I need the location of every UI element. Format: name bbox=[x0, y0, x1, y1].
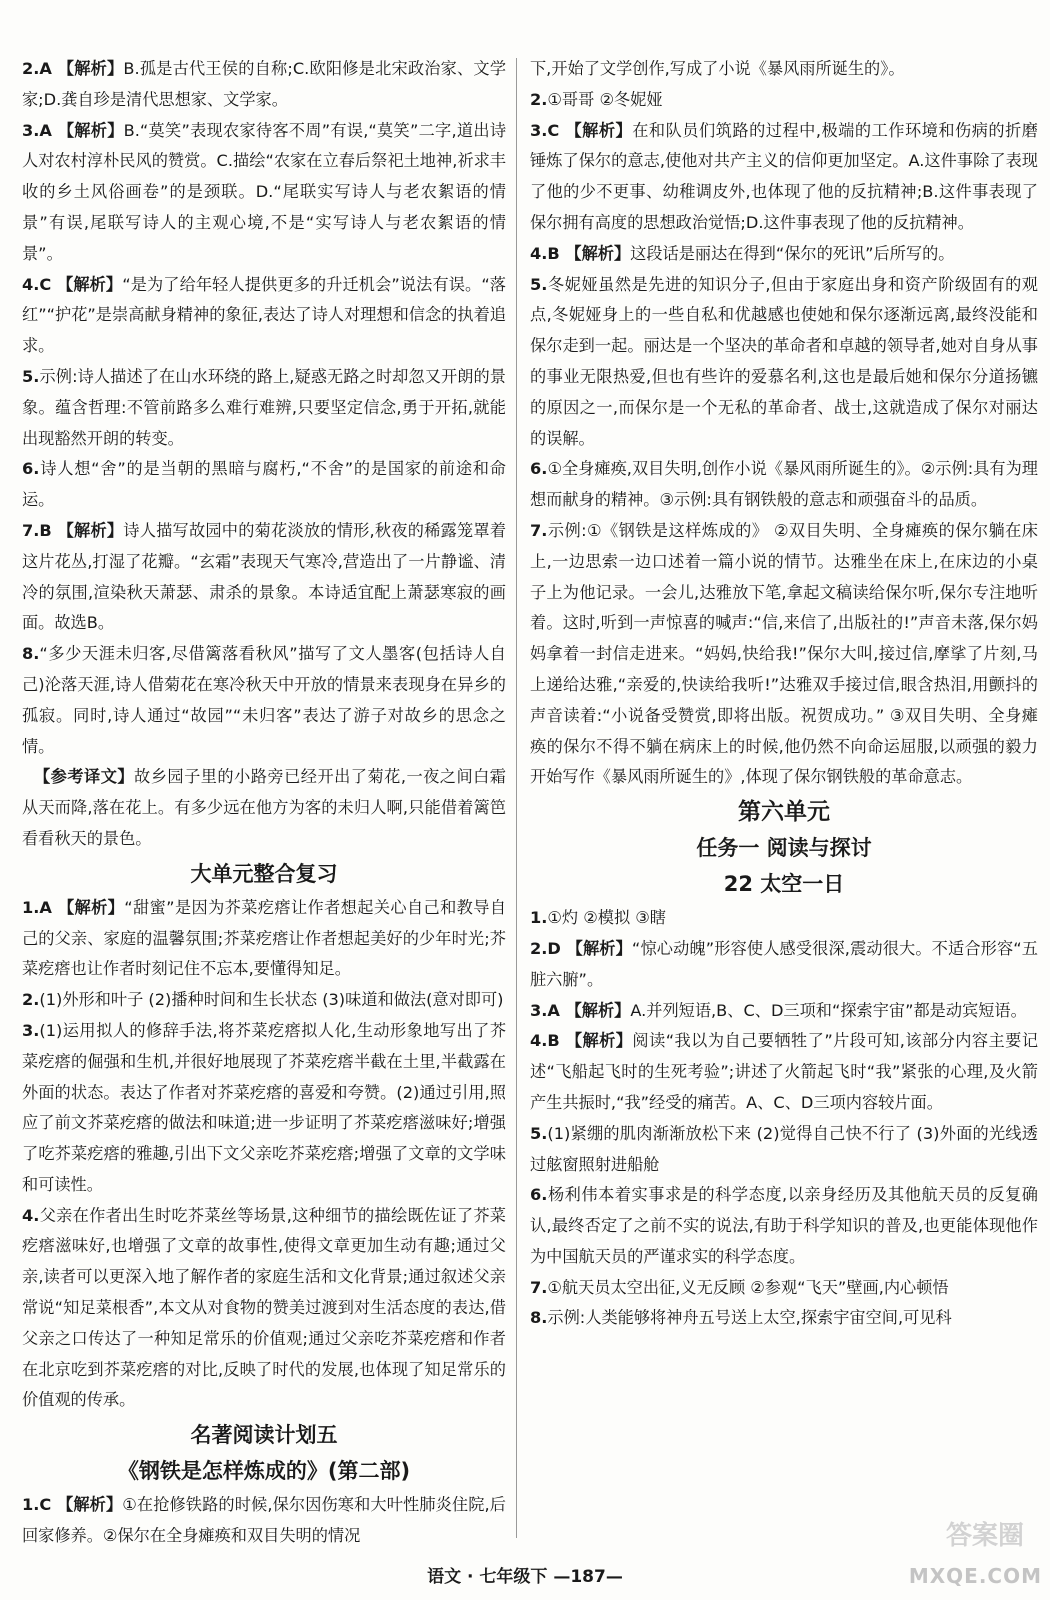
answer-number: 4.B bbox=[530, 1031, 566, 1051]
answer-text: ①全身瘫痪,双目失明,创作小说《暴风雨所诞生的》。②示例:具有为理想而献身的精神。③示例:具有钢铁般的意志和顽强奋斗的品质。 bbox=[530, 459, 1038, 510]
answer-text: 诗人描写故园中的菊花淡放的情形,秋夜的稀露笼罩着这片花丛,打湿了花瓣。“玄霜”表现天气寒冷,营造出了一片静谧、清冷的氛围,渲染秋天萧瑟、肃杀的景象。本诗适宜配上萧瑟寒寂的画面。故选B。 bbox=[22, 520, 506, 633]
answer-number: 5. bbox=[530, 1123, 548, 1143]
answer-text: 杨利伟本着实事求是的科学态度,以亲身经历及其他航天员的反复确认,最终否定了之前不实的说法,有助于科学知识的普及,也更能体现他作为中国航天员的严谨求实的科学态度。 bbox=[530, 1185, 1038, 1266]
answer-item bbox=[530, 239, 1038, 270]
watermark-text: MXQE.COM bbox=[908, 1564, 1042, 1588]
answer-number: 1. bbox=[530, 908, 548, 928]
answer-number: 4. bbox=[22, 1205, 40, 1225]
answer-text: 冬妮娅虽然是先进的知识分子,但由于家庭出身和资产阶级固有的观点,冬妮娅身上的一些自私和优越感也使她和保尔逐渐远离,最终没能和保尔走到一起。丽达是一个坚决的革命者和卓越的领导者,她对自身从事的事业无限热爱,但也有些许的爱慕名利,这也是最后她和保尔分道扬镳的原因之一,而保尔是一个无私的革命者、战士,这就造成了保尔对丽达的误解。 bbox=[530, 274, 1038, 448]
answer-item bbox=[22, 270, 506, 362]
answer-number: 5. bbox=[22, 366, 40, 386]
answer-text: “甜蜜”是因为芥菜疙瘩让作者想起关心自己和教导自己的父亲、家庭的温馨氛围;芥菜疙瘩让作者想起美好的少年时光;芥菜疙瘩也让作者时刻记住不忘本,要懂得知足。 bbox=[22, 897, 506, 979]
answer-item bbox=[22, 1490, 506, 1548]
answer-text: 示例:人类能够将神舟五号送上太空,探索宇宙空间,可见科 bbox=[547, 1308, 952, 1328]
answer-item bbox=[530, 996, 1038, 1027]
section-heading: 名著阅读计划五 bbox=[190, 1423, 338, 1448]
answer-item bbox=[22, 985, 506, 1016]
analysis-tag: 【参考译文】 bbox=[34, 767, 135, 787]
answer-text: 示例:①《钢铁是这样炼成的》 ②双目失明、全身瘫痪的保尔躺在床上,一边思索一边口述着一篇小说的情节。达雅坐在床上,在床边的小桌子上为他记录。一会儿,达雅放下笔,拿起文稿读给保尔听,保尔专注地听着。这时,听到一声惊喜的喊声:“信,来信了,出版社的!”声音未落,保尔妈妈拿着一封信走进来。“妈妈,快给我!”保尔大叫,接过信,摩挲了片刻,马上递给达雅,“亲爱的,快读给我听!”达雅双手接过信,眼含热泪,用颤抖的声音读着:“小说备受赞赏,即将出版。祝贺成功。” ③双目失明、全身瘫痪的保尔不得不躺在病床上的时候,他仍然不向命运屈服,以顽强的毅力开始写作《暴风雨所诞生的》,体现了保尔钢铁般的革命意志。 bbox=[530, 520, 1038, 787]
answer-number: 4.C bbox=[22, 274, 58, 294]
answer-text: 诗人想“舍”的是当朝的黑暗与腐朽,“不舍”的是国家的前途和命运。 bbox=[22, 459, 506, 510]
answer-item bbox=[22, 516, 506, 639]
answer-number: 7.B bbox=[22, 520, 58, 540]
answer-number: 3.A bbox=[22, 120, 58, 140]
answer-item bbox=[22, 1201, 506, 1417]
answer-text: 阅读“我以为自己要牺牲了”片段可知,该部分内容主要记述“飞船起飞时的生死考验”;讲述了火箭起飞时“我”紧张的心理,及火箭产生共振时,“我”经受的痛苦。A、C、D三项内容较片面。 bbox=[530, 1031, 1038, 1112]
answer-number: 3.A bbox=[530, 1000, 566, 1020]
page-footer: 语文 · 七年级下 —187— bbox=[427, 1567, 623, 1587]
answer-text: (1)紧绷的肌肉渐渐放松下来 (2)觉得自己快不行了 (3)外面的光线透过舷窗照射进船舱 bbox=[530, 1123, 1038, 1174]
answer-item bbox=[22, 362, 506, 454]
analysis-tag: 【解析】 bbox=[57, 520, 124, 540]
analysis-tag: 【解析】 bbox=[57, 274, 123, 294]
analysis-tag: 【解析】 bbox=[565, 120, 633, 140]
answer-number: 1.A bbox=[22, 897, 58, 917]
analysis-tag: 【解析】 bbox=[57, 59, 124, 78]
answer-item bbox=[22, 116, 506, 270]
answer-item bbox=[530, 903, 1038, 934]
answer-text: (1)外形和叶子 (2)播种时间和生长状态 (3)味道和做法(意对即可) bbox=[39, 990, 504, 1010]
answer-number: 6. bbox=[530, 1185, 548, 1205]
analysis-tag: 【解析】 bbox=[565, 1000, 631, 1020]
answer-item bbox=[530, 934, 1038, 996]
answer-number: 5. bbox=[530, 274, 548, 294]
answer-item bbox=[22, 893, 506, 985]
answer-number: 3. bbox=[22, 1020, 40, 1040]
answer-number: 3.C bbox=[530, 120, 566, 140]
answer-number: 2. bbox=[22, 990, 40, 1010]
answer-item bbox=[530, 270, 1038, 455]
left-column bbox=[22, 54, 506, 1548]
answer-item bbox=[530, 1119, 1038, 1181]
answer-item bbox=[22, 1016, 506, 1201]
watermark-logo: 答案圈 bbox=[945, 1521, 1024, 1551]
answer-item bbox=[530, 1026, 1038, 1118]
answer-number: 4.B bbox=[530, 243, 566, 263]
answer-text: (1)运用拟人的修辞手法,将芥菜疙瘩拟人化,生动形象地写出了芥菜疙瘩的倔强和生机,并很好地展现了芥菜疙瘩半截在土里,半截露在外面的状态。表达了作者对芥菜疙瘩的喜爱和夸赞。(2)通过引用,照应了前文芥菜疙瘩的做法和味道;进一步证明了芥菜疙瘩滋味好;增强了吃芥菜疙瘩的雅趣,引出下文父亲吃芥菜疙瘩;增强了文章的文学味和可读性。 bbox=[22, 1020, 506, 1194]
answer-number: 2.D bbox=[530, 938, 567, 958]
answer-text: 故乡园子里的小路旁已经开出了菊花,一夜之间白霜从天而降,落在花上。有多少远在他方为客的未归人啊,只能借着篱笆看看秋天的景色。 bbox=[22, 767, 506, 848]
answer-number: 8. bbox=[530, 1308, 548, 1328]
answer-text: ①在抢修铁路的时候,保尔因伤寒和大叶性肺炎住院,后回家修养。②保尔在全身瘫痪和双目失明的情况 bbox=[22, 1495, 506, 1546]
answer-text: “惊心动魄”形容使人感受很深,震动很大。不适合形容“五脏六腑”。 bbox=[530, 938, 1038, 989]
answer-item bbox=[530, 85, 1038, 116]
answer-item bbox=[530, 454, 1038, 516]
answer-text: B.孤是古代王侯的自称;C.欧阳修是北宋政治家、文学家;D.龚自珍是清代思想家、文学家。 bbox=[22, 59, 506, 109]
reference-translation bbox=[22, 762, 506, 854]
section-heading: 22 太空一日 bbox=[723, 872, 845, 897]
right-column bbox=[530, 54, 1038, 1548]
section-heading: 大单元整合复习 bbox=[190, 861, 338, 886]
answer-text: “是为了给年轻人提供更多的升迁机会”说法有误。“落红”“护花”是崇高献身精神的象征,表达了诗人对理想和信念的执着追求。 bbox=[22, 274, 506, 356]
answer-item bbox=[22, 639, 506, 762]
answer-text: ①灼 ②模拟 ③瞎 bbox=[547, 908, 666, 928]
answer-text: 这段话是丽达在得到“保尔的死讯”后所写的。 bbox=[630, 243, 955, 263]
answer-text: 父亲在作者出生时吃芥菜丝等场景,这种细节的描绘既佐证了芥菜疙瘩滋味好,也增强了文章的故事性,使得文章更加生动有趣;通过父亲,读者可以更深入地了解作者的家庭生活和文化背景;通过叙述父亲常说“知足菜根香”,本文从对食物的赞美过渡到对生活态度的表达,借父亲之口传达了一种知足常乐的价值观;通过父亲吃芥菜疙瘩和作者在北京吃到芥菜疙瘩的对比,反映了时代的发展,也体现了知足常乐的价值观的传承。 bbox=[22, 1205, 506, 1410]
answer-text: ①航天员太空出征,义无反顾 ②参观“飞天”壁画,内心顿悟 bbox=[547, 1277, 949, 1297]
answer-number: 6. bbox=[22, 459, 40, 479]
answer-item bbox=[22, 454, 506, 516]
answer-number: 7. bbox=[530, 520, 548, 540]
answer-number: 1.C bbox=[22, 1495, 58, 1515]
answer-item bbox=[530, 116, 1038, 239]
analysis-tag: 【解析】 bbox=[565, 243, 631, 263]
analysis-tag: 【解析】 bbox=[57, 897, 125, 917]
section-heading: 任务一 阅读与探讨 bbox=[696, 836, 872, 861]
answer-text: B.“莫笑”表现农家待客不周”有误,“莫笑”二字,道出诗人对农村淳朴民风的赞赏。C.描绘“农家在立春后祭祀土地神,祈求丰收的乡土风俗画卷”的是颈联。D.“尾联实写诗人与老农絮语的情景”有误,尾联写诗人的主观心境,不是“实写诗人与老农絮语的情景”。 bbox=[22, 120, 506, 263]
answer-text: A.并列短语,B、C、D三项和“探索宇宙”都是动宾短语。 bbox=[630, 1000, 1027, 1020]
answer-number: 2.A bbox=[22, 59, 58, 78]
answer-item bbox=[530, 54, 1038, 85]
answer-text: 示例:诗人描述了在山水环绕的路上,疑惑无路之时却忽又开朗的景象。蕴含哲理:不管前路多么难行难辨,只要坚定信念,勇于开拓,就能出现豁然开朗的转变。 bbox=[22, 366, 506, 448]
answer-item bbox=[22, 54, 506, 116]
section-heading: 第六单元 bbox=[738, 799, 830, 826]
answer-number: 7. bbox=[530, 1277, 548, 1297]
answer-item bbox=[530, 1303, 1038, 1334]
answer-text: ①哥哥 ②冬妮娅 bbox=[547, 89, 663, 109]
analysis-tag: 【解析】 bbox=[565, 1031, 633, 1051]
answer-item bbox=[530, 516, 1038, 793]
answer-item bbox=[530, 1273, 1038, 1304]
answer-number: 8. bbox=[22, 644, 40, 664]
analysis-tag: 【解析】 bbox=[566, 938, 632, 958]
analysis-tag: 【解析】 bbox=[57, 120, 124, 140]
column-divider bbox=[516, 58, 517, 1538]
analysis-tag: 【解析】 bbox=[57, 1495, 123, 1515]
answer-text: 在和队员们筑路的过程中,极端的工作环境和伤病的折磨锤炼了保尔的意志,使他对共产主义的信仰更加坚定。A.这件事除了表现了他的少不更事、幼稚调皮外,也体现了他的反抗精神;B.这件事表现了保尔拥有高度的思想政治觉悟;D.这件事表现了他的反抗精神。 bbox=[530, 120, 1038, 232]
answer-text: 下,开始了文学创作,写成了小说《暴风雨所诞生的》。 bbox=[530, 59, 905, 78]
answer-number: 2. bbox=[530, 89, 548, 109]
section-heading: 《钢铁是怎样炼成的》(第二部) bbox=[117, 1459, 411, 1484]
answer-item bbox=[530, 1180, 1038, 1272]
answer-text: “多少天涯未归客,尽借篱落看秋风”描写了文人墨客(包括诗人自己)沦落天涯,诗人借菊花在寒冷秋天中开放的情景来表现身在异乡的孤寂。同时,诗人通过“故园”“未归客”表达了游子对故乡的思念之情。 bbox=[22, 644, 506, 756]
answer-number: 6. bbox=[530, 459, 548, 479]
